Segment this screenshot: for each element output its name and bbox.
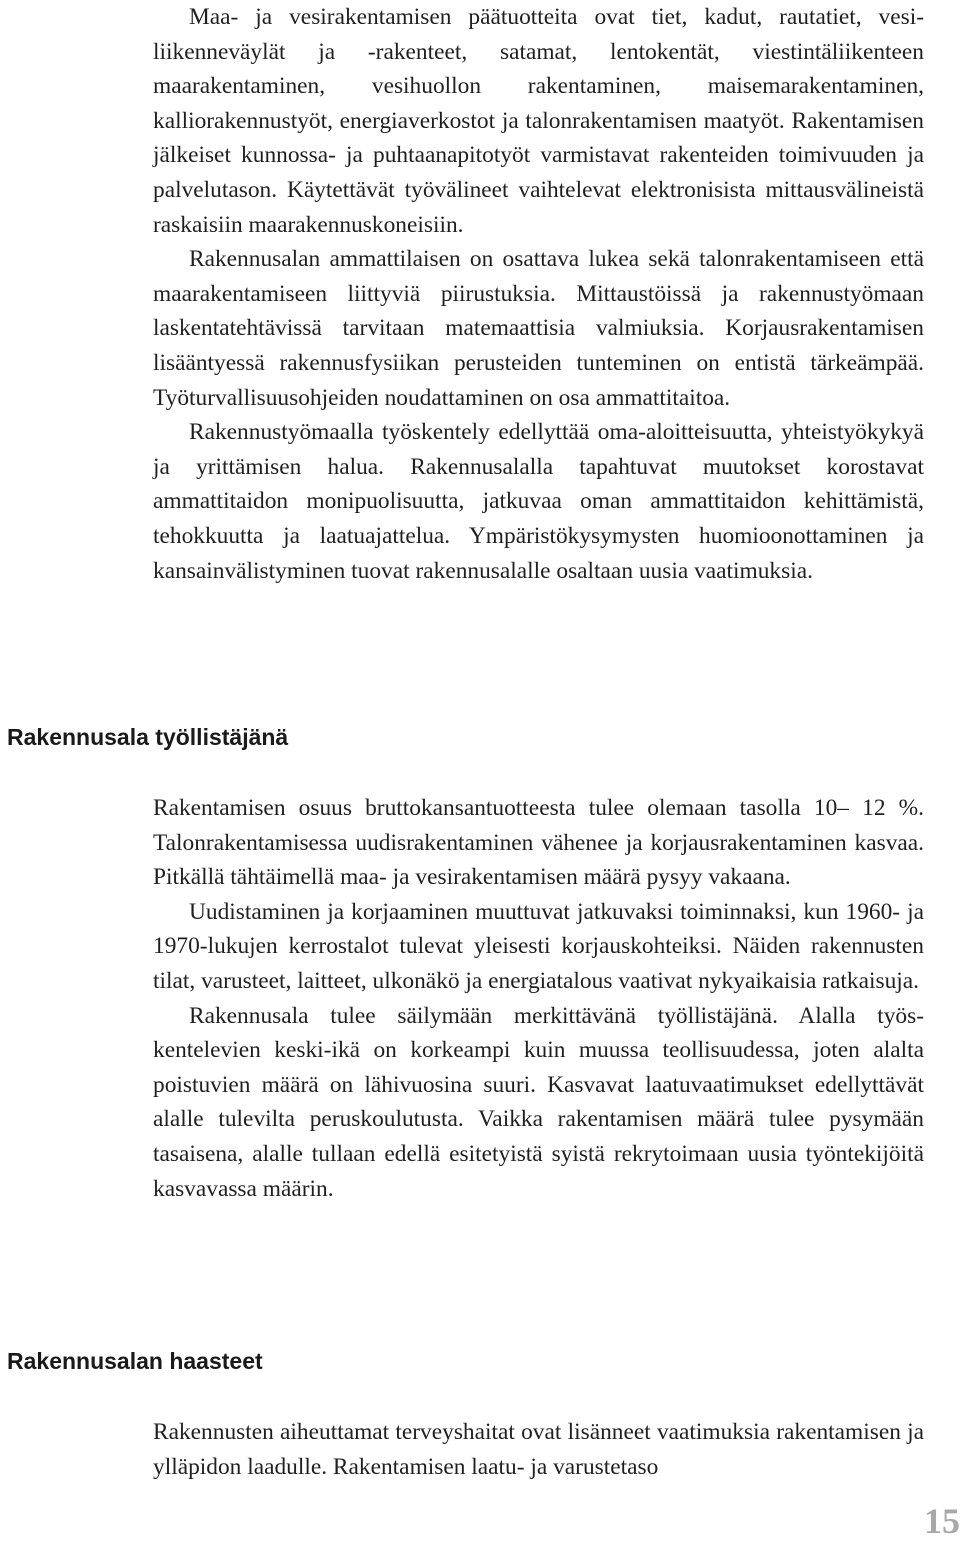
paragraph: Maa- ja vesirakentamisen päätuotteita ovat tiet, kadut, rautatiet, vesiliikenneväylät ja -rakenteet, satamat, lentokentät, viestintäliikenteen maarakentaminen, vesihuollon rakentaminen, maisemarakentaminen, kalliorakennustyöt, energiaverkostot ja talonrakentamisen maatyöt. Rakentamisen jälkeiset kunnossa- ja puhtaanapitotyöt varmistavat rakenteiden toimivuuden ja palvelutason. Käytettävät työvälineet vaihtelevat elektronisista mittausvälineistä raskaisiin maarakennuskoneisiin. [153, 4, 924, 238]
paragraph: Rakennusten aiheuttamat terveyshaitat ovat lisänneet vaatimuksia rakentamisen ja ylläpidon laadulle. Rakentamisen laatu- ja varustetaso [153, 1419, 924, 1480]
challenges-text-block [153, 1415, 924, 1484]
paragraph: Rakennusala tulee säilymään merkittävänä työllistäjänä. Alalla työskentelevien keski-ikä on korkeampi kuin muussa teollisuudessa, joten alalta poistuvien määrä on lähivuosina suuri. Kasvavat laatuvaatimukset edellyttävät alalle tulevilta peruskoulutusta. Vaikka rakentamisen määrä tulee pysymään tasaisena, alalle tullaan edellä esitetyistä syistä rekrytoimaan uusia työntekijöitä kasvavassa määrin. [153, 1002, 924, 1202]
employer-text-block [153, 791, 924, 1206]
intro-text-block [153, 0, 924, 588]
paragraph: Rakentamisen osuus bruttokansantuotteesta tulee olemaan tasolla 10– 12 %. Talonrakentamisessa uudisrakentaminen vähenee ja korjausrakentaminen kasvaa. Pitkällä tähtäimellä maa- ja vesirakentamisen määrä pysyy vakaana. [153, 795, 924, 891]
paragraph: Uudistaminen ja korjaaminen muuttuvat jatkuvaksi toiminnaksi, kun 1960- ja 1970-lukujen kerrostalot tulevat yleisesti korjauskohteiksi. Näiden rakennusten tilat, varusteet, laitteet, ulkonäkö ja energiatalous vaativat nykyaikaisia ratkaisuja. [153, 898, 924, 994]
section-heading-challenges: Rakennusalan haasteet [7, 1348, 263, 1374]
paragraph: Rakennustyömaalla työskentely edellyttää oma-aloitteisuutta, yhteistyökykyä ja yrittämisen halua. Rakennusalalla tapahtuvat muutokset korostavat ammattitaidon monipuolisuutta, jatkuvaa oman ammattitaidon kehittämistä, tehokkuutta ja laatuajattelua. Ympäristökysymysten huomioonottaminen ja kansainvälistyminen tuovat rakennusalalle osaltaan uusia vaatimuksia. [153, 419, 924, 584]
paragraph: Rakennusalan ammattilaisen on osattava lukea sekä talonrakentamiseen että maarakentamiseen liittyviä piirustuksia. Mittaustöissä ja rakennustyömaan laskentatehtävissä tarvitaan matemaattisia valmiuksia. Korjausrakentamisen lisääntyessä rakennusfysiikan perusteiden tunteminen on entistä tärkeämpää. Työturvallisuusohjeiden noudattaminen on osa ammattitaitoa. [153, 246, 924, 411]
section-heading-employer: Rakennusala työllistäjänä [7, 724, 289, 750]
page-number: 15 [924, 1501, 960, 1541]
